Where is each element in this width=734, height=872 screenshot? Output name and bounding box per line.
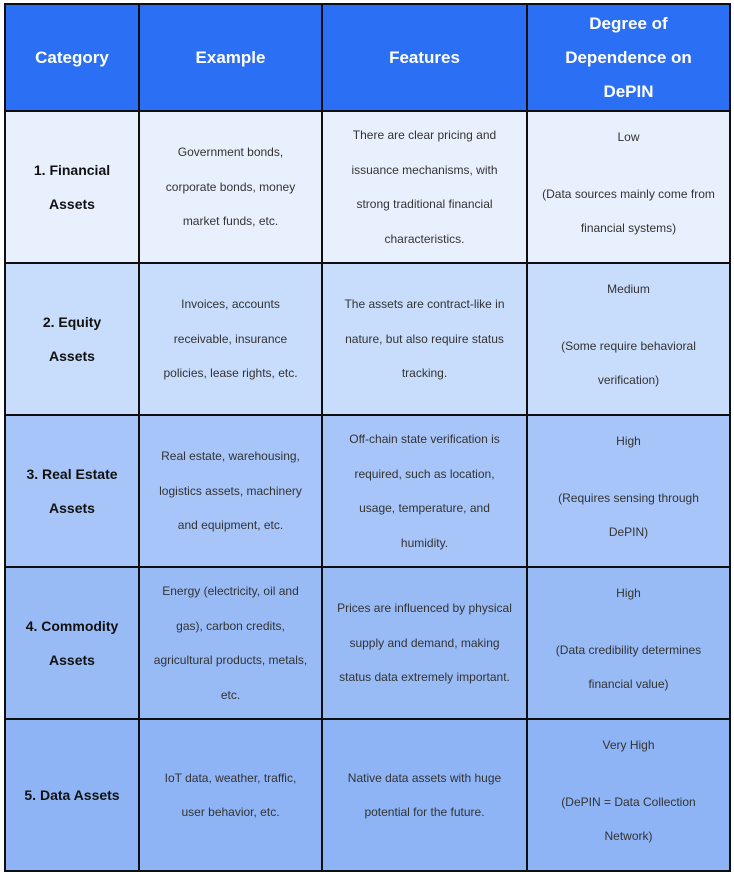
table-row bbox=[5, 111, 730, 263]
header-category: Category bbox=[5, 4, 139, 111]
example-cell: IoT data, weather, traffic, user behavior, etc. bbox=[139, 719, 322, 871]
category-cell: 5. Data Assets bbox=[5, 719, 139, 871]
example-cell: Government bonds, corporate bonds, money market funds, etc. bbox=[139, 111, 322, 263]
header-features: Features bbox=[322, 4, 527, 111]
table-row bbox=[5, 567, 730, 719]
dependence-cell bbox=[527, 111, 730, 263]
dependence-level: Low bbox=[617, 130, 640, 144]
dependence-cell bbox=[527, 263, 730, 415]
table-row bbox=[5, 415, 730, 567]
dependence-level: Very High bbox=[602, 738, 655, 752]
table-row bbox=[5, 263, 730, 415]
header-dependence: Degree of Dependence on DePIN bbox=[527, 4, 730, 111]
example-cell: Invoices, accounts receivable, insurance policies, lease rights, etc. bbox=[139, 263, 322, 415]
dependence-cell bbox=[527, 567, 730, 719]
depin-asset-table bbox=[4, 3, 731, 872]
category-cell: 1. Financial Assets bbox=[5, 111, 139, 263]
features-cell: There are clear pricing and issuance mechanisms, with strong traditional financial characteristics. bbox=[322, 111, 527, 263]
category-cell: 2. Equity Assets bbox=[5, 263, 139, 415]
example-cell: Real estate, warehousing, logistics assets, machinery and equipment, etc. bbox=[139, 415, 322, 567]
header-row bbox=[5, 4, 730, 111]
table-row bbox=[5, 719, 730, 871]
dependence-note: (Some require behavioral verification) bbox=[561, 339, 696, 387]
dependence-level: High bbox=[616, 434, 641, 448]
dependence-cell bbox=[527, 415, 730, 567]
features-cell: The assets are contract-like in nature, but also require status tracking. bbox=[322, 263, 527, 415]
dependence-note: (Requires sensing through DePIN) bbox=[558, 491, 699, 539]
header-example: Example bbox=[139, 4, 322, 111]
dependence-level: High bbox=[616, 586, 641, 600]
features-cell: Prices are influenced by physical supply and demand, making status data extremely important. bbox=[322, 567, 527, 719]
category-cell: 4. Commodity Assets bbox=[5, 567, 139, 719]
dependence-note: (Data sources mainly come from financial systems) bbox=[542, 187, 715, 235]
features-cell: Native data assets with huge potential for the future. bbox=[322, 719, 527, 871]
dependence-note: (Data credibility determines financial value) bbox=[555, 643, 702, 691]
dependence-note: (DePIN = Data Collection Network) bbox=[561, 795, 696, 843]
category-cell: 3. Real Estate Assets bbox=[5, 415, 139, 567]
features-cell: Off-chain state verification is required, such as location, usage, temperature, and humidity. bbox=[322, 415, 527, 567]
dependence-cell bbox=[527, 719, 730, 871]
example-cell: Energy (electricity, oil and gas), carbon credits, agricultural products, metals, etc. bbox=[139, 567, 322, 719]
dependence-level: Medium bbox=[607, 282, 650, 296]
